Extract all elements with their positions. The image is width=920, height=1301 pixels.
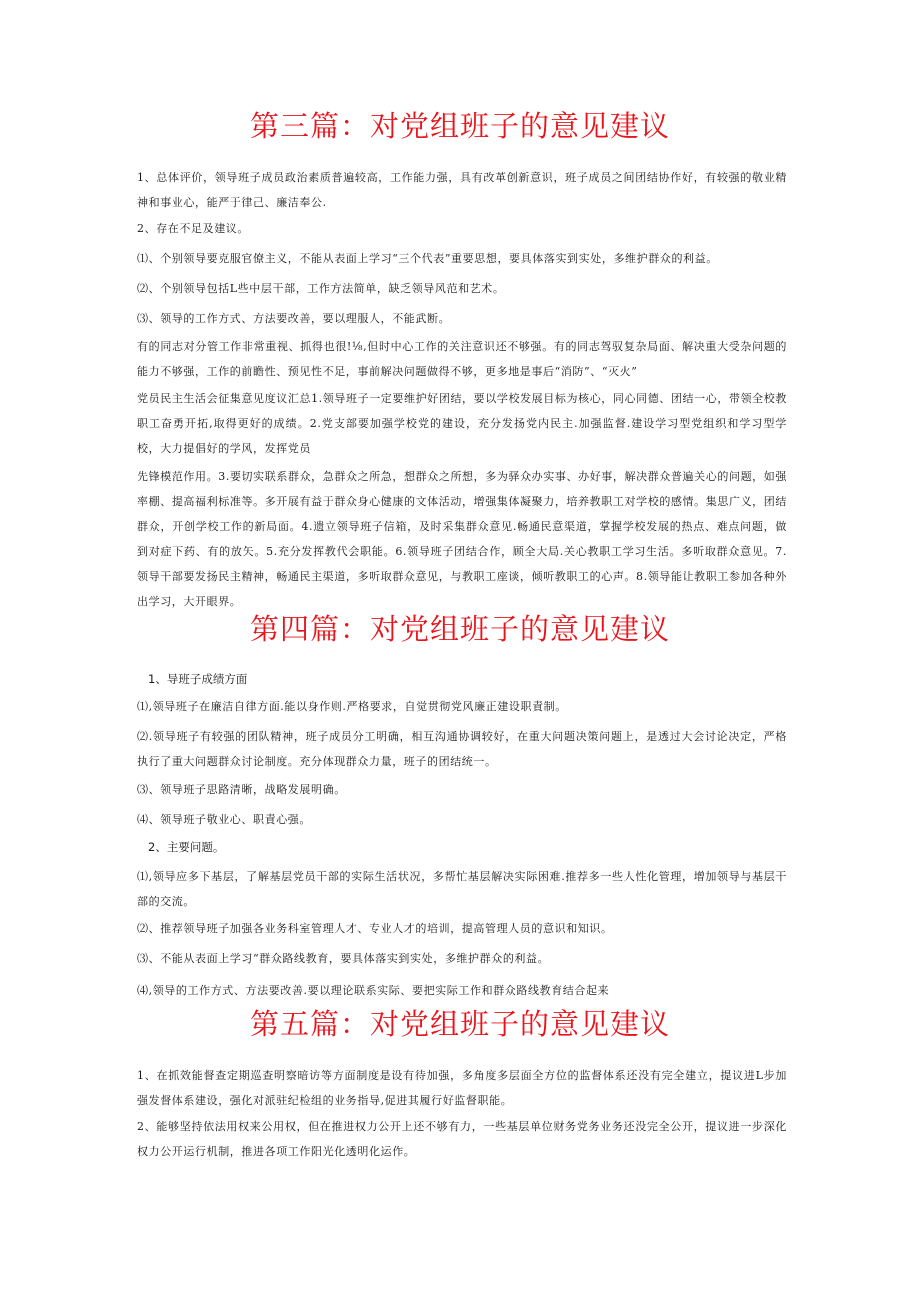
- section-4-problem-4: ⑷,领导的工作方式、方法要改善.要以理论联系实际、要把实际工作和群众路线教育结合起来: [137, 984, 610, 997]
- section-5-paragraph-1: 1、在抓效能督查定期巡查明察暗访等方面制度是设有待加强，多角度多层面全方位的监督体系还没有完全建立，提议进L步加强发督体系建设，强化对派驻纪检组的业务指导,促进其履行好监督职能。: [137, 1069, 787, 1107]
- section-3-paragraph-5: ⑶、领导的工作方式、方法要改善，要以理服人，不能武断。: [137, 312, 451, 325]
- section-3-paragraph-7: 党员民主生活会征集意见度议汇总1.领导班子一定要维护好团结，要以学校发展目标为核心，同心同德、团结一心，带领全校教职工奋勇开拓,取得更好的成绩。2.党支部要加强学校党的建设，充分发扬党内民主.加强监督.建设学习型党组织和学习型学校，大力提倡好的学风，发挥党员: [137, 392, 787, 455]
- section-3-paragraph-3: ⑴、个别领导要克服官僚主义，不能从表面上学习“三个代表”重要思想，要具体落实到实处，多维护群众的利益。: [137, 252, 718, 265]
- section-4-title: 第四篇：对党组班子的意见建议: [249, 612, 670, 646]
- section-3-paragraph-1: 1、总体评价，领导班子成员政治素质普遍较高，工作能力强，具有改革创新意识，班子成员之间团结协作好，有较强的敬业精神和事业心，能严于律己、廉洁奉公.: [137, 171, 787, 209]
- section-5-paragraph-2: 2、能够坚持依法用权来公用权，但在推进权力公开上还不够有力，一些基层单位财务党务业务还没完全公开，提议进一步深化权力公开运行机制，推进各项工作阳光化透明化运作。: [137, 1120, 787, 1158]
- section-3-title: 第三篇：对党组班子的意见建议: [249, 109, 670, 143]
- section-3-paragraph-8: 先锋模范作用。3.要切实联系群众，急群众之所急，想群众之所想，多为驿众办实事、办好事，解决群众普遍关心的问题，如强率棚、提高福利标准等。多开展有益于群众身心健康的文体活动，增强集体凝聚力，培养教职工对学校的感情。集思广义，团结群众，开创学校工作的新局面。4.遗立领导班子信箱，及时采集群众意见.畅通民意渠道，掌握学校发展的热点、难点问题，做到对症下药、有的放矢。5.充分发挥教代会职能。6.领导班子团结合作，顾全大局.关心教职工学习生活。多听取群众意见。7.领导干部要发扬民主精神，畅通民主渠道，多听取群众意见，与教职工座谈，倾听教职工的心声。8.领导能让教职工参加各种外出学习，大开眼界。: [137, 470, 787, 608]
- section-4-item-2: ⑵.领导班子有较强的团队精神，班子成员分工明确，相互沟通协调较好，在重大问题决策问题上，是透过大会讨论决定，严格执行了重大问题群众讨论制度。充分体现群众力量，班子的团结统一。: [137, 730, 787, 768]
- section-4-item-3: ⑶、领导班子思路清晰，战略发展明确。: [137, 783, 346, 796]
- section-4-heading-1: 1、导班子成绩方面: [148, 672, 248, 686]
- section-5-title: 第五篇：对党组班子的意见建议: [249, 1007, 670, 1041]
- section-4-problem-3: ⑶、不能从表面上学习“群众路线教育，要具体落实到实处，多维护群众的利益。: [137, 952, 550, 965]
- section-3-paragraph-4: ⑵、个别领导包括L些中层干部，工作方法简单，缺乏领导风范和艺术。: [137, 282, 505, 295]
- section-4-item-1: ⑴,领导班子在廉洁自律方面.能以身作则.严格要求，自觉贯彻党风廉正建设职責制。: [137, 700, 567, 713]
- section-4-problem-1: ⑴,领导应多下基层，了解基层党员干部的实际生活状况，多帮忙基层解决实际困难.推荐多一些人性化管理，增加领导与基层干部的交流。: [137, 870, 787, 908]
- section-3-paragraph-6: 有的同志对分管工作非常重视、抓得也很!⅛,但时中心工作的关注意识还不够强。有的同志驾驭复杂局面、解决重大受杂问题的能力不够强，工作的前瞻性、预见性不足，事前解决问题做得不够，更多地是事后“消防”、“灭火”: [137, 340, 787, 378]
- section-4-problem-2: ⑵、推荐领导班子加强各业务科室管理人才、专业人才的培训，提高管理人员的意识和知识。: [137, 922, 613, 935]
- section-4-heading-2: 2、主要问题。: [148, 840, 225, 854]
- section-4-item-4: ⑷、领导班子敬业心、职責心强。: [137, 813, 311, 826]
- section-3-paragraph-2: 2、存在不足及建议。: [137, 222, 249, 235]
